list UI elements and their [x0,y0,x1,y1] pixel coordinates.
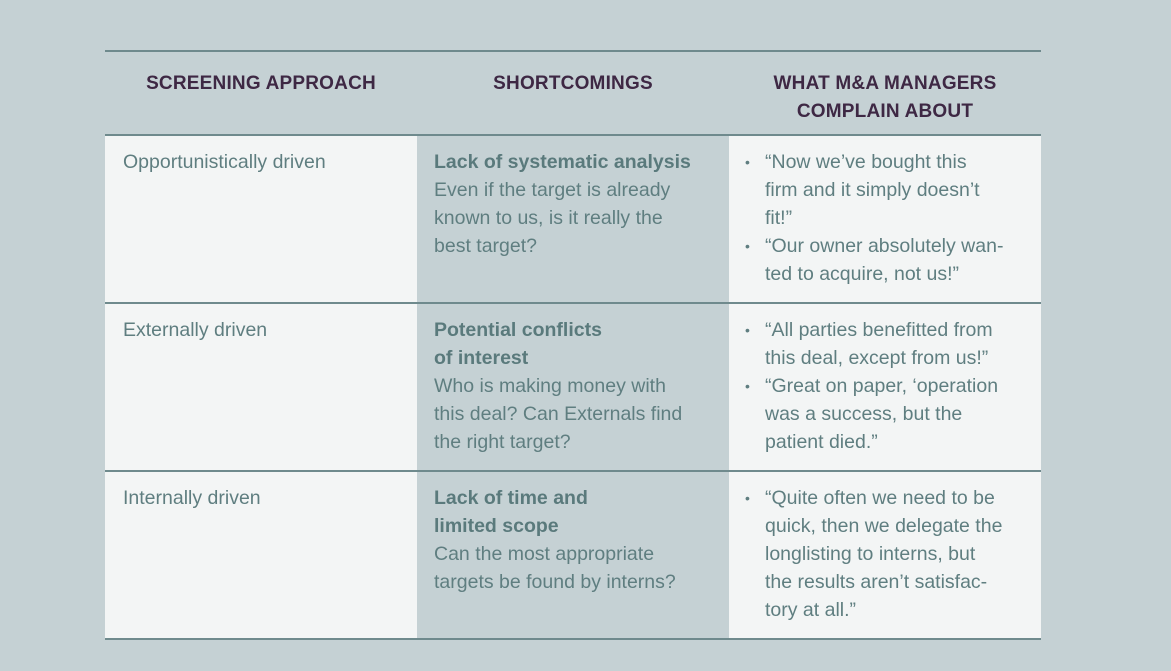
shortcoming-title: Potential conflicts of interest [434,319,602,369]
table-row [105,304,1041,472]
bullet-icon: • [745,154,750,170]
approach-label: Internally driven [123,487,261,509]
shortcoming-cell [417,136,729,302]
header-shortcomings: SHORTCOMINGS [493,73,653,94]
bullet-icon: • [745,322,750,338]
complaint-text: “All parties benefitted from this deal, except from us!” [765,319,993,369]
approach-cell [105,472,417,638]
complaint-item [745,316,1033,372]
bullet-icon: • [745,378,750,394]
shortcoming-title: Lack of time and limited scope [434,487,588,537]
complaint-text: “Our owner absolutely wan- ted to acquire, not us!” [765,235,1004,285]
shortcoming-body: Who is making money with this deal? Can Externals find the right target? [434,375,683,453]
complaint-item [745,372,1033,456]
approach-label: Opportunistically driven [123,151,326,173]
complaint-text: “Now we’ve bought this firm and it simply doesn’t fit!” [765,151,980,229]
shortcoming-body: Can the most appropriate targets be found by interns? [434,543,676,593]
complaint-cell [729,472,1041,638]
complaint-item [745,484,1033,624]
screening-table [105,50,1041,640]
header-screening-approach: SCREENING APPROACH [146,73,376,94]
complaint-cell [729,136,1041,302]
shortcoming-title: Lack of systematic analysis [434,151,691,173]
complaint-item [745,148,1033,232]
shortcoming-cell [417,472,729,638]
table-header [105,52,1041,136]
header-complaints: WHAT M&A MANAGERS COMPLAIN ABOUT [773,73,997,122]
table-row [105,472,1041,640]
approach-cell [105,304,417,470]
complaint-text: “Great on paper, ‘operation was a success, but the patient died.” [765,375,999,453]
bullet-icon: • [745,238,750,254]
bullet-icon: • [745,490,750,506]
complaint-text: “Quite often we need to be quick, then we delegate the longlisting to interns, but the results aren’t satisfac- tory at all.” [765,487,1003,621]
complaint-item [745,232,1033,288]
approach-label: Externally driven [123,319,268,341]
shortcoming-body: Even if the target is already known to us, is it really the best target? [434,179,671,257]
shortcoming-cell [417,304,729,470]
approach-cell [105,136,417,302]
complaint-cell [729,304,1041,470]
table-row [105,136,1041,304]
